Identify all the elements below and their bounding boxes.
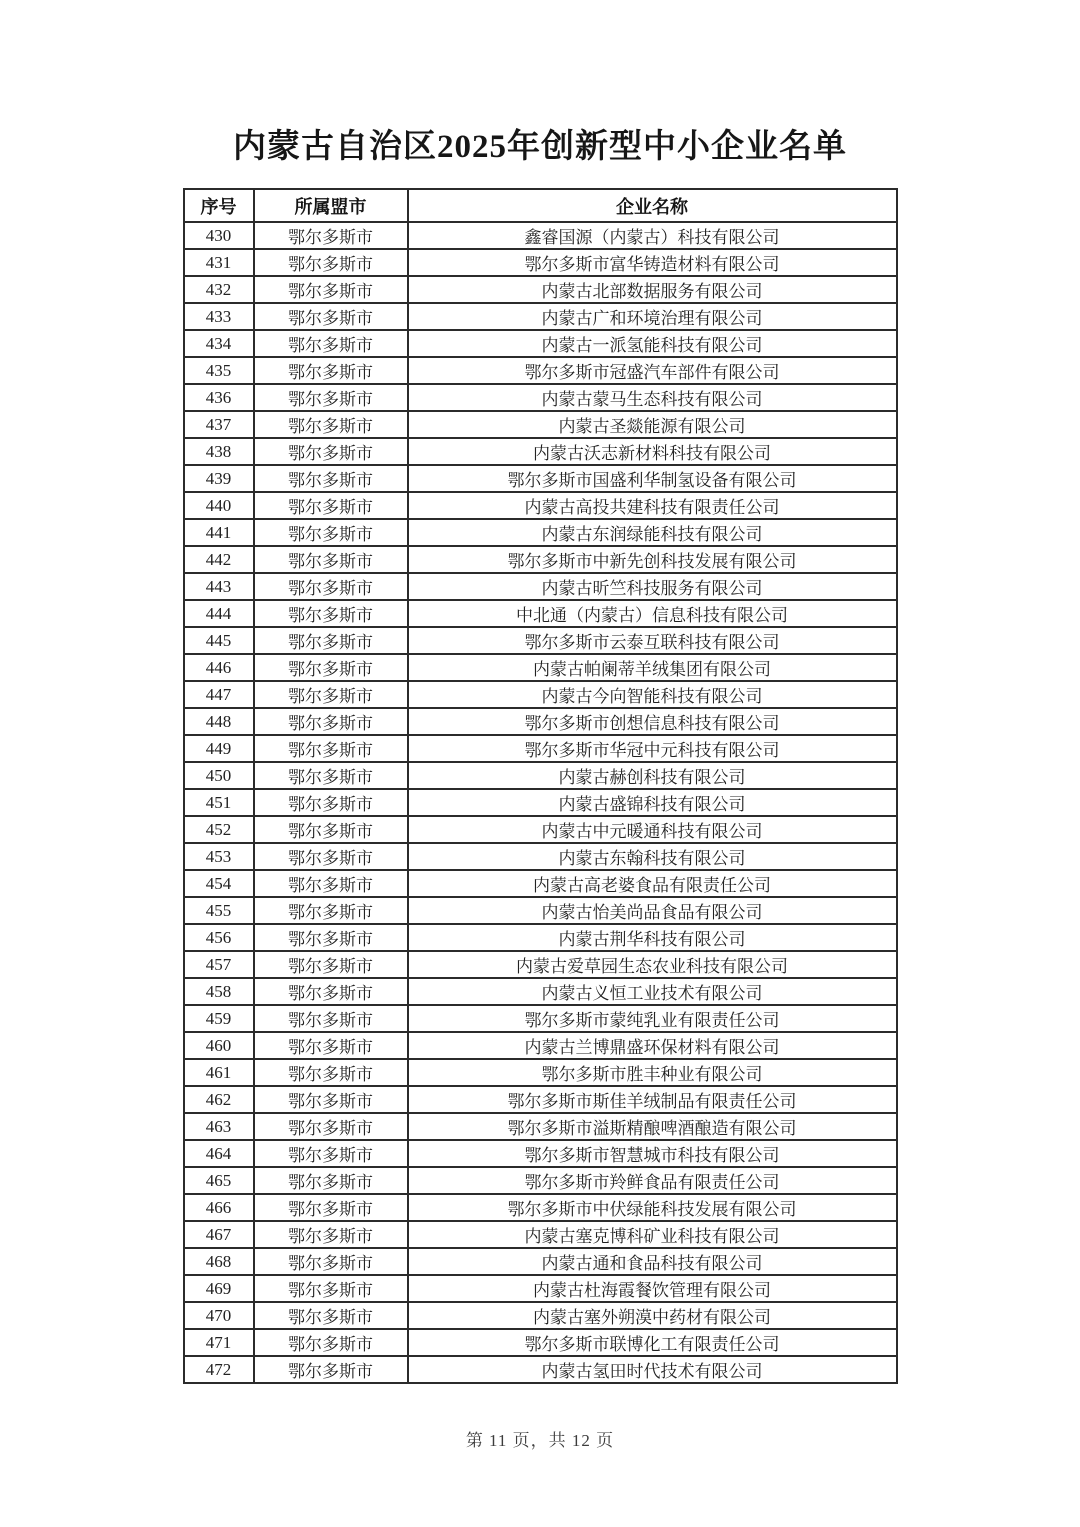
cell-company-name: 鄂尔多斯市中新先创科技发展有限公司 [408,546,897,573]
cell-serial-number: 457 [184,951,254,978]
table-row [184,681,897,708]
table-row [184,978,897,1005]
cell-company-name: 内蒙古塞克博科矿业科技有限公司 [408,1221,897,1248]
cell-league-city: 鄂尔多斯市 [254,1329,408,1356]
cell-serial-number: 459 [184,1005,254,1032]
table-row [184,330,897,357]
cell-serial-number: 444 [184,600,254,627]
table-row [184,627,897,654]
cell-company-name: 鄂尔多斯市冠盛汽车部件有限公司 [408,357,897,384]
cell-serial-number: 454 [184,870,254,897]
cell-company-name: 鄂尔多斯市国盛利华制氢设备有限公司 [408,465,897,492]
cell-company-name: 内蒙古北部数据服务有限公司 [408,276,897,303]
cell-company-name: 内蒙古高投共建科技有限责任公司 [408,492,897,519]
cell-league-city: 鄂尔多斯市 [254,1302,408,1329]
table-row [184,843,897,870]
cell-league-city: 鄂尔多斯市 [254,249,408,276]
table-header-cell: 所属盟市 [254,189,408,222]
cell-company-name: 内蒙古广和环境治理有限公司 [408,303,897,330]
cell-serial-number: 430 [184,222,254,249]
table-row [184,1005,897,1032]
cell-serial-number: 464 [184,1140,254,1167]
cell-league-city: 鄂尔多斯市 [254,519,408,546]
cell-company-name: 鄂尔多斯市云泰互联科技有限公司 [408,627,897,654]
cell-company-name: 内蒙古氢田时代技术有限公司 [408,1356,897,1383]
cell-league-city: 鄂尔多斯市 [254,1059,408,1086]
table-row [184,1248,897,1275]
cell-company-name: 中北通（内蒙古）信息科技有限公司 [408,600,897,627]
cell-company-name: 内蒙古高老婆食品有限责任公司 [408,870,897,897]
table-row [184,384,897,411]
table-row [184,411,897,438]
cell-company-name: 鄂尔多斯市中伏绿能科技发展有限公司 [408,1194,897,1221]
cell-league-city: 鄂尔多斯市 [254,681,408,708]
cell-serial-number: 436 [184,384,254,411]
cell-serial-number: 463 [184,1113,254,1140]
cell-serial-number: 460 [184,1032,254,1059]
cell-league-city: 鄂尔多斯市 [254,1221,408,1248]
cell-league-city: 鄂尔多斯市 [254,897,408,924]
cell-league-city: 鄂尔多斯市 [254,573,408,600]
cell-league-city: 鄂尔多斯市 [254,789,408,816]
cell-serial-number: 442 [184,546,254,573]
cell-league-city: 鄂尔多斯市 [254,1275,408,1302]
cell-league-city: 鄂尔多斯市 [254,330,408,357]
table-row [184,1221,897,1248]
cell-league-city: 鄂尔多斯市 [254,708,408,735]
table-row [184,1329,897,1356]
table-header-cell: 序号 [184,189,254,222]
cell-league-city: 鄂尔多斯市 [254,816,408,843]
cell-serial-number: 451 [184,789,254,816]
cell-company-name: 内蒙古爱草园生态农业科技有限公司 [408,951,897,978]
table-row [184,1032,897,1059]
table-row [184,1113,897,1140]
cell-league-city: 鄂尔多斯市 [254,411,408,438]
cell-company-name: 鄂尔多斯市溢斯精酿啤酒酿造有限公司 [408,1113,897,1140]
cell-company-name: 内蒙古通和食品科技有限公司 [408,1248,897,1275]
cell-company-name: 鄂尔多斯市智慧城市科技有限公司 [408,1140,897,1167]
cell-serial-number: 465 [184,1167,254,1194]
cell-serial-number: 435 [184,357,254,384]
cell-serial-number: 433 [184,303,254,330]
page-number: 第 11 页，共 12 页 [465,1431,615,1450]
table-row [184,789,897,816]
table-row [184,816,897,843]
cell-serial-number: 431 [184,249,254,276]
cell-company-name: 鄂尔多斯市富华铸造材料有限公司 [408,249,897,276]
table-row [184,600,897,627]
cell-serial-number: 456 [184,924,254,951]
table-row [184,708,897,735]
cell-company-name: 内蒙古杜海霞餐饮管理有限公司 [408,1275,897,1302]
cell-company-name: 鄂尔多斯市斯佳羊绒制品有限责任公司 [408,1086,897,1113]
cell-serial-number: 443 [184,573,254,600]
cell-company-name: 鑫睿国源（内蒙古）科技有限公司 [408,222,897,249]
table-row [184,357,897,384]
cell-company-name: 鄂尔多斯市羚鲜食品有限责任公司 [408,1167,897,1194]
table-row [184,1059,897,1086]
cell-company-name: 内蒙古东翰科技有限公司 [408,843,897,870]
cell-company-name: 内蒙古中元暖通科技有限公司 [408,816,897,843]
cell-league-city: 鄂尔多斯市 [254,600,408,627]
cell-serial-number: 455 [184,897,254,924]
cell-company-name: 内蒙古帕阑蒂羊绒集团有限公司 [408,654,897,681]
cell-company-name: 鄂尔多斯市联博化工有限责任公司 [408,1329,897,1356]
table-header-cell: 企业名称 [408,189,897,222]
cell-league-city: 鄂尔多斯市 [254,1005,408,1032]
cell-company-name: 内蒙古沃志新材料科技有限公司 [408,438,897,465]
table-row [184,1356,897,1383]
cell-serial-number: 437 [184,411,254,438]
cell-league-city: 鄂尔多斯市 [254,978,408,1005]
table-row [184,897,897,924]
cell-serial-number: 461 [184,1059,254,1086]
cell-company-name: 鄂尔多斯市创想信息科技有限公司 [408,708,897,735]
cell-company-name: 内蒙古荆华科技有限公司 [408,924,897,951]
cell-league-city: 鄂尔多斯市 [254,762,408,789]
cell-serial-number: 458 [184,978,254,1005]
cell-serial-number: 440 [184,492,254,519]
cell-league-city: 鄂尔多斯市 [254,654,408,681]
cell-company-name: 内蒙古今向智能科技有限公司 [408,681,897,708]
table-row [184,1302,897,1329]
cell-league-city: 鄂尔多斯市 [254,1140,408,1167]
cell-league-city: 鄂尔多斯市 [254,1194,408,1221]
cell-serial-number: 445 [184,627,254,654]
cell-company-name: 内蒙古圣燚能源有限公司 [408,411,897,438]
cell-company-name: 内蒙古义恒工业技术有限公司 [408,978,897,1005]
cell-serial-number: 467 [184,1221,254,1248]
cell-league-city: 鄂尔多斯市 [254,303,408,330]
table-row [184,1275,897,1302]
table-row [184,438,897,465]
cell-serial-number: 466 [184,1194,254,1221]
table-row [184,573,897,600]
cell-league-city: 鄂尔多斯市 [254,465,408,492]
cell-serial-number: 453 [184,843,254,870]
cell-company-name: 内蒙古赫创科技有限公司 [408,762,897,789]
page-title: 内蒙古自治区2025年创新型中小企业名单 [233,129,847,165]
cell-company-name: 内蒙古蒙马生态科技有限公司 [408,384,897,411]
table-row [184,492,897,519]
cell-league-city: 鄂尔多斯市 [254,384,408,411]
cell-league-city: 鄂尔多斯市 [254,492,408,519]
cell-company-name: 鄂尔多斯市华冠中元科技有限公司 [408,735,897,762]
company-list-table [183,188,898,1384]
cell-serial-number: 446 [184,654,254,681]
table-row [184,654,897,681]
cell-league-city: 鄂尔多斯市 [254,1032,408,1059]
cell-league-city: 鄂尔多斯市 [254,951,408,978]
cell-serial-number: 449 [184,735,254,762]
cell-serial-number: 462 [184,1086,254,1113]
cell-company-name: 内蒙古怡美尚品食品有限公司 [408,897,897,924]
cell-serial-number: 448 [184,708,254,735]
cell-company-name: 内蒙古一派氢能科技有限公司 [408,330,897,357]
cell-league-city: 鄂尔多斯市 [254,1356,408,1383]
table-row [184,1140,897,1167]
cell-serial-number: 450 [184,762,254,789]
cell-company-name: 内蒙古塞外朔漠中药材有限公司 [408,1302,897,1329]
cell-serial-number: 439 [184,465,254,492]
cell-league-city: 鄂尔多斯市 [254,1086,408,1113]
cell-serial-number: 441 [184,519,254,546]
table-body [184,222,897,1383]
cell-league-city: 鄂尔多斯市 [254,735,408,762]
cell-serial-number: 468 [184,1248,254,1275]
cell-serial-number: 470 [184,1302,254,1329]
cell-company-name: 内蒙古盛锦科技有限公司 [408,789,897,816]
cell-league-city: 鄂尔多斯市 [254,1167,408,1194]
cell-serial-number: 438 [184,438,254,465]
cell-league-city: 鄂尔多斯市 [254,438,408,465]
cell-league-city: 鄂尔多斯市 [254,546,408,573]
table-header-row [184,189,897,222]
cell-league-city: 鄂尔多斯市 [254,276,408,303]
table-row [184,762,897,789]
cell-company-name: 鄂尔多斯市蒙纯乳业有限责任公司 [408,1005,897,1032]
table-row [184,870,897,897]
cell-league-city: 鄂尔多斯市 [254,1113,408,1140]
cell-serial-number: 471 [184,1329,254,1356]
table-row [184,276,897,303]
table-row [184,249,897,276]
cell-league-city: 鄂尔多斯市 [254,627,408,654]
cell-serial-number: 447 [184,681,254,708]
cell-serial-number: 452 [184,816,254,843]
table-row [184,546,897,573]
table-row [184,222,897,249]
table-row [184,924,897,951]
cell-league-city: 鄂尔多斯市 [254,870,408,897]
cell-company-name: 鄂尔多斯市胜丰种业有限公司 [408,1059,897,1086]
table-row [184,1167,897,1194]
cell-league-city: 鄂尔多斯市 [254,843,408,870]
cell-company-name: 内蒙古东润绿能科技有限公司 [408,519,897,546]
cell-serial-number: 472 [184,1356,254,1383]
table-row [184,303,897,330]
cell-company-name: 内蒙古昕竺科技服务有限公司 [408,573,897,600]
cell-league-city: 鄂尔多斯市 [254,357,408,384]
cell-serial-number: 432 [184,276,254,303]
table-row [184,465,897,492]
cell-league-city: 鄂尔多斯市 [254,1248,408,1275]
table-row [184,735,897,762]
cell-serial-number: 434 [184,330,254,357]
cell-league-city: 鄂尔多斯市 [254,222,408,249]
cell-serial-number: 469 [184,1275,254,1302]
table-row [184,951,897,978]
cell-company-name: 内蒙古兰博鼎盛环保材料有限公司 [408,1032,897,1059]
cell-league-city: 鄂尔多斯市 [254,924,408,951]
table-row [184,1194,897,1221]
table-row [184,1086,897,1113]
table-row [184,519,897,546]
